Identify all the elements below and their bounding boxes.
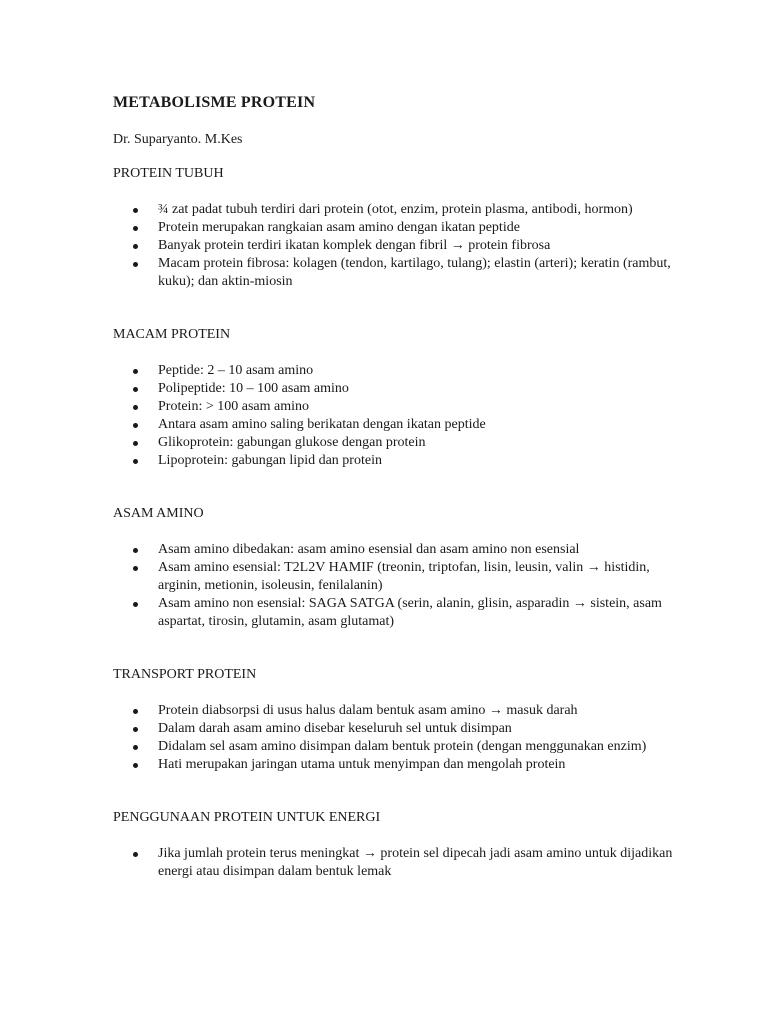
- bullet-icon: [133, 745, 138, 750]
- list-item: [113, 756, 673, 774]
- section-protein-tubuh: [113, 166, 673, 291]
- list-item-text: Dalam darah asam amino disebar keseluruh sel untuk disimpan: [158, 721, 512, 736]
- bullet-icon: [133, 709, 138, 714]
- list-item: [113, 434, 673, 452]
- list-item: [113, 201, 673, 219]
- list-item-text: Macam protein fibrosa: kolagen (tendon, kartilago, tulang); elastin (arteri); keratin (rambut, kuku); dan aktin-miosin: [158, 256, 671, 289]
- document-content: [113, 94, 673, 917]
- list-item: [113, 398, 673, 416]
- list-item: [113, 595, 673, 631]
- list-item: [113, 362, 673, 380]
- list-item: [113, 559, 673, 595]
- list-item-text: Asam amino esensial: T2L2V HAMIF (treonin, triptofan, lisin, leusin, valin → histidin, arginin, metionin, isoleusin, fenilalanin): [158, 560, 650, 593]
- bullet-list: [113, 362, 673, 470]
- list-item-text: Asam amino non esensial: SAGA SATGA (serin, alanin, glisin, asparadin → sistein, asam aspartat, tirosin, glutamin, asam glutamat): [158, 596, 662, 629]
- bullet-icon: [133, 387, 138, 392]
- bullet-icon: [133, 244, 138, 249]
- bullet-list: [113, 702, 673, 774]
- bullet-icon: [133, 262, 138, 267]
- list-item-text: ¾ zat padat tubuh terdiri dari protein (otot, enzim, protein plasma, antibodi, hormon): [158, 202, 633, 217]
- section-transport-protein: [113, 667, 673, 774]
- list-item-text: Polipeptide: 10 – 100 asam amino: [158, 381, 349, 396]
- list-item: [113, 237, 673, 255]
- bullet-icon: [133, 548, 138, 553]
- section-penggunaan-protein-untuk-energi: [113, 810, 673, 881]
- list-item: [113, 452, 673, 470]
- list-item: [113, 380, 673, 398]
- bullet-list: [113, 845, 673, 881]
- list-item: [113, 738, 673, 756]
- list-item-text: Antara asam amino saling berikatan dengan ikatan peptide: [158, 417, 486, 432]
- section-heading: PENGGUNAAN PROTEIN UNTUK ENERGI: [113, 810, 381, 825]
- list-item-text: Protein: > 100 asam amino: [158, 399, 309, 414]
- section-heading: PROTEIN TUBUH: [113, 166, 224, 181]
- bullet-icon: [133, 226, 138, 231]
- bullet-icon: [133, 763, 138, 768]
- bullet-list: [113, 541, 673, 631]
- bullet-icon: [133, 208, 138, 213]
- list-item: [113, 416, 673, 434]
- bullet-icon: [133, 459, 138, 464]
- document-title: METABOLISME PROTEIN: [113, 94, 316, 111]
- list-item: [113, 219, 673, 237]
- list-item-text: Protein diabsorpsi di usus halus dalam bentuk asam amino → masuk darah: [158, 703, 578, 718]
- list-item: [113, 845, 673, 881]
- list-item-text: Glikoprotein: gabungan glukose dengan protein: [158, 435, 426, 450]
- list-item-text: Jika jumlah protein terus meningkat → protein sel dipecah jadi asam amino untuk dijadikan energi atau disimpan dalam bentuk lemak: [158, 846, 673, 879]
- section-heading: ASAM AMINO: [113, 506, 204, 521]
- section-heading: MACAM PROTEIN: [113, 327, 231, 342]
- bullet-icon: [133, 566, 138, 571]
- list-item-text: Lipoprotein: gabungan lipid dan protein: [158, 453, 382, 468]
- bullet-icon: [133, 369, 138, 374]
- section-macam-protein: [113, 327, 673, 470]
- list-item: [113, 702, 673, 720]
- list-item-text: Asam amino dibedakan: asam amino esensial dan asam amino non esensial: [158, 542, 580, 557]
- list-item-text: Hati merupakan jaringan utama untuk menyimpan dan mengolah protein: [158, 757, 566, 772]
- list-item: [113, 720, 673, 738]
- list-item-text: Banyak protein terdiri ikatan komplek dengan fibril → protein fibrosa: [158, 238, 551, 253]
- bullet-icon: [133, 423, 138, 428]
- list-item: [113, 255, 673, 291]
- document-author: Dr. Suparyanto. M.Kes: [113, 132, 243, 147]
- bullet-icon: [133, 441, 138, 446]
- bullet-icon: [133, 852, 138, 857]
- bullet-icon: [133, 727, 138, 732]
- list-item-text: Didalam sel asam amino disimpan dalam bentuk protein (dengan menggunakan enzim): [158, 739, 647, 754]
- bullet-list: [113, 201, 673, 291]
- list-item-text: Protein merupakan rangkaian asam amino dengan ikatan peptide: [158, 220, 520, 235]
- list-item: [113, 541, 673, 559]
- bullet-icon: [133, 405, 138, 410]
- section-asam-amino: [113, 506, 673, 631]
- section-heading: TRANSPORT PROTEIN: [113, 667, 257, 682]
- list-item-text: Peptide: 2 – 10 asam amino: [158, 363, 314, 378]
- bullet-icon: [133, 602, 138, 607]
